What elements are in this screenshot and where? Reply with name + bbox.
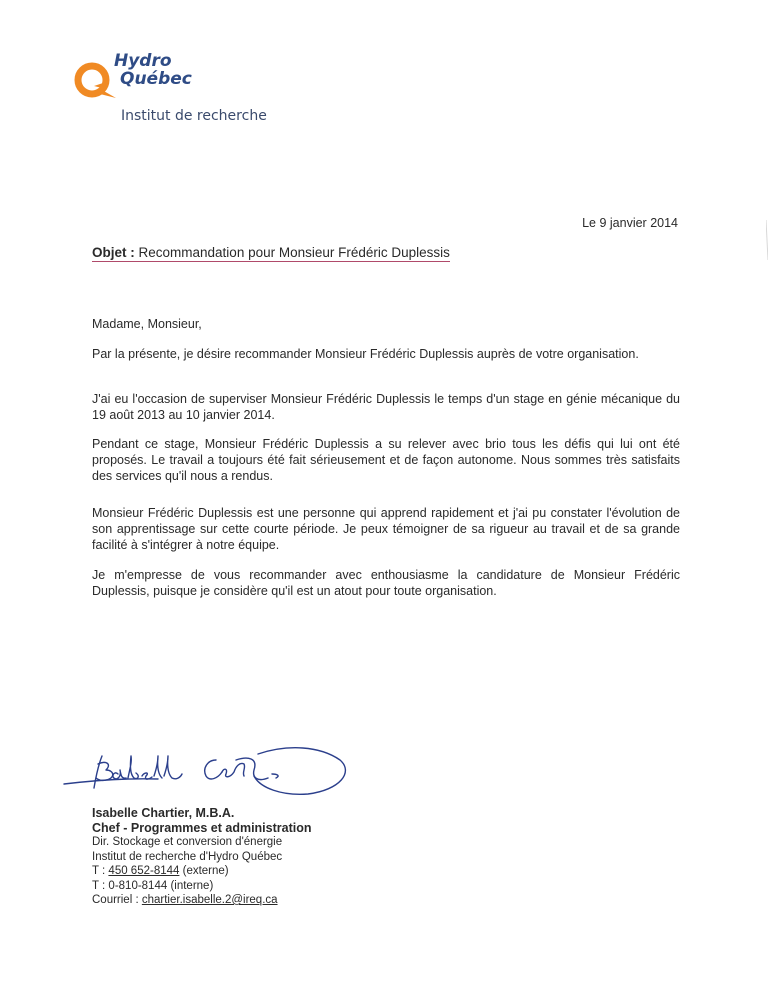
phone-external-note: (externe)	[182, 865, 229, 877]
phone-external-line	[92, 864, 312, 879]
signatory-name: Isabelle Chartier, M.B.A.	[92, 806, 235, 820]
phone-internal-value: 0-810-8144	[108, 879, 168, 892]
letter-paragraph-4	[92, 505, 680, 553]
letter-paragraph-5	[92, 567, 680, 599]
paragraph-text: Pendant ce stage, Monsieur Frédéric Duplessis a su relever avec brio tous les défis qui lui ont été proposés. Le travail a toujours été fait sérieusement et de façon autonome. Nous sommes très satisfaits des services qu'il nous a rendus.	[92, 437, 680, 483]
logo-subtitle: Institut de recherche	[121, 108, 267, 124]
letter-salutation	[92, 316, 680, 332]
letter-paragraph-2	[92, 391, 680, 423]
phone-label: T :	[92, 879, 106, 892]
signatory-department: Dir. Stockage et conversion d'énergie	[92, 836, 283, 848]
handwritten-signature	[58, 738, 358, 803]
letter-paragraph-3	[92, 436, 680, 484]
subject-text: Recommandation pour Monsieur Frédéric Duplessis	[138, 245, 450, 260]
letter-date: Le 9 janvier 2014	[582, 216, 678, 230]
phone-internal-note: (interne)	[170, 879, 214, 892]
logo-brand-line2: Québec	[120, 69, 192, 89]
phone-label: T :	[92, 865, 106, 877]
paragraph-text: J'ai eu l'occasion de superviser Monsieur Frédéric Duplessis le temps d'un stage en génie mécanique du 19 août 2013 au 10 janvier 2014.	[92, 392, 680, 422]
email-link[interactable]: chartier.isabelle.2@ireq.ca	[141, 894, 278, 906]
letter-paragraph-1	[92, 346, 680, 362]
subject-label: Objet :	[92, 245, 135, 260]
paragraph-text: Je m'empresse de vous recommander avec enthousiasme la candidature de Monsieur Frédéric Duplessis, puisque je considère qu'il est un atout pour toute organisation.	[92, 568, 680, 598]
signature-block	[92, 806, 312, 908]
letter-subject	[92, 245, 450, 262]
logo-wordmark	[114, 52, 192, 88]
phone-internal-line	[92, 879, 312, 894]
email-label: Courriel :	[92, 894, 139, 906]
email-line	[92, 893, 312, 908]
signatory-institution: Institut de recherche d'Hydro Québec	[92, 850, 283, 863]
paragraph-text: Par la présente, je désire recommander Monsieur Frédéric Duplessis auprès de votre organisation.	[92, 347, 639, 361]
paragraph-text: Monsieur Frédéric Duplessis est une personne qui apprend rapidement et j'ai pu constater l'évolution de son apprentissage sur cette courte période. Je peux témoigner de sa rigueur au travail et de sa grande facilité à s'intégrer à notre équipe.	[92, 506, 680, 552]
logo-brand-line1: Hydro	[114, 51, 172, 71]
signatory-title: Chef - Programmes et administration	[92, 820, 312, 835]
salutation-text: Madame, Monsieur,	[92, 317, 202, 331]
phone-external-link[interactable]: 450 652-8144	[108, 865, 180, 877]
hydro-quebec-logo	[72, 52, 312, 132]
